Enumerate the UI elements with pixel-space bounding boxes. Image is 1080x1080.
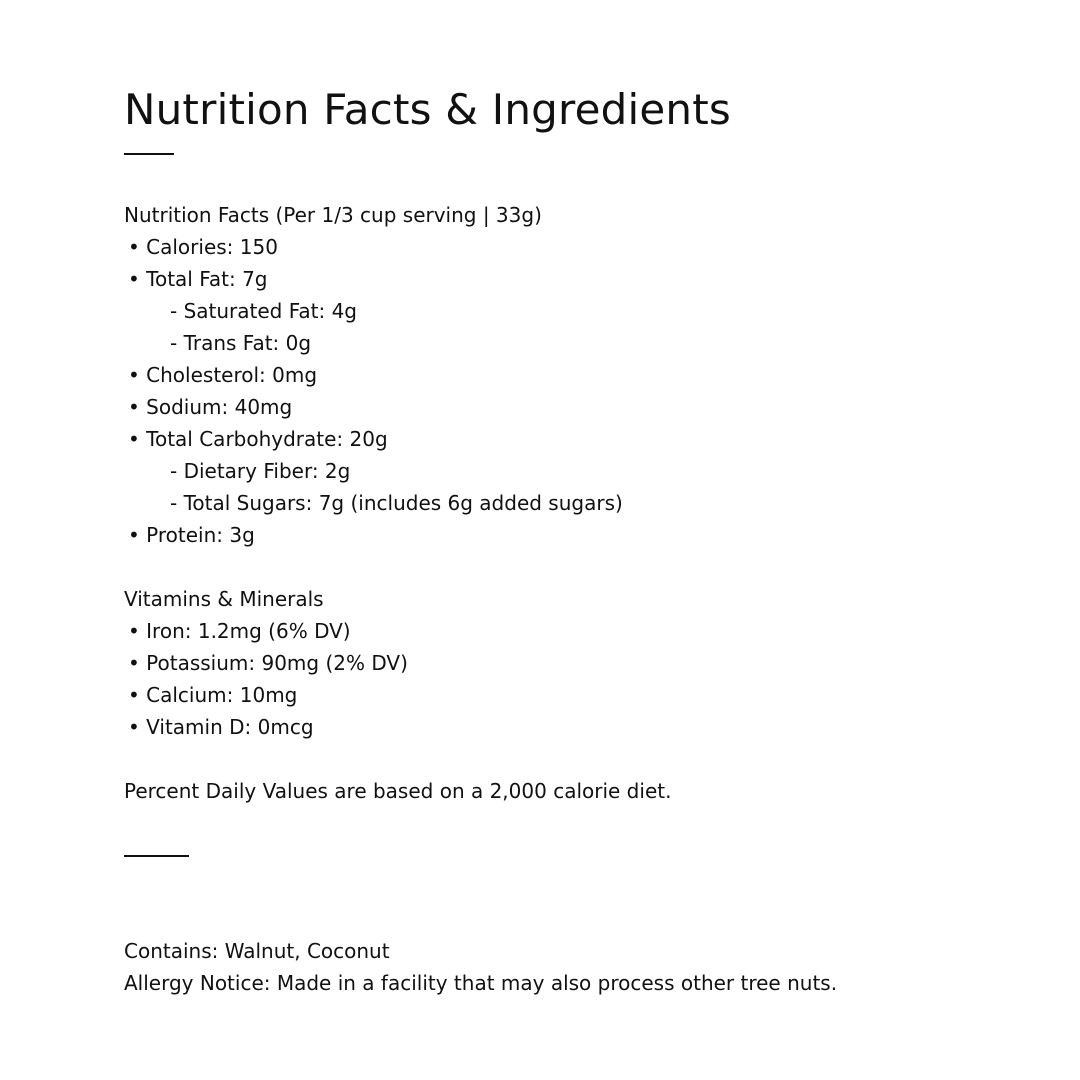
nutrient-sodium: • Sodium: 40mg xyxy=(128,395,293,419)
vitamin-potassium: • Potassium: 90mg (2% DV) xyxy=(128,651,408,675)
nutrient-calories: • Calories: 150 xyxy=(128,235,278,259)
daily-value-note: Percent Daily Values are based on a 2,000 calorie diet. xyxy=(124,779,672,803)
nutrient-total-sugars: - Total Sugars: 7g (includes 6g added sugars) xyxy=(170,491,623,515)
section-divider xyxy=(124,855,189,857)
allergy-notice: Allergy Notice: Made in a facility that may also process other tree nuts. xyxy=(124,971,838,995)
nutrient-dietary-fiber: - Dietary Fiber: 2g xyxy=(170,459,351,483)
nutrient-saturated-fat: - Saturated Fat: 4g xyxy=(170,299,358,323)
vitamin-iron: • Iron: 1.2mg (6% DV) xyxy=(128,619,351,643)
nutrient-trans-fat: - Trans Fat: 0g xyxy=(170,331,312,355)
contains-line: Contains: Walnut, Coconut xyxy=(124,939,390,963)
page-title: Nutrition Facts & Ingredients xyxy=(124,85,731,134)
vitamin-d: • Vitamin D: 0mcg xyxy=(128,715,314,739)
vitamin-calcium: • Calcium: 10mg xyxy=(128,683,298,707)
nutrient-protein: • Protein: 3g xyxy=(128,523,255,547)
nutrient-cholesterol: • Cholesterol: 0mg xyxy=(128,363,318,387)
vitamins-heading: Vitamins & Minerals xyxy=(124,587,324,611)
title-divider xyxy=(124,153,174,155)
nutrient-total-fat: • Total Fat: 7g xyxy=(128,267,268,291)
nutrient-total-carbohydrate: • Total Carbohydrate: 20g xyxy=(128,427,388,451)
nutrition-heading: Nutrition Facts (Per 1/3 cup serving | 33g) xyxy=(124,203,542,227)
